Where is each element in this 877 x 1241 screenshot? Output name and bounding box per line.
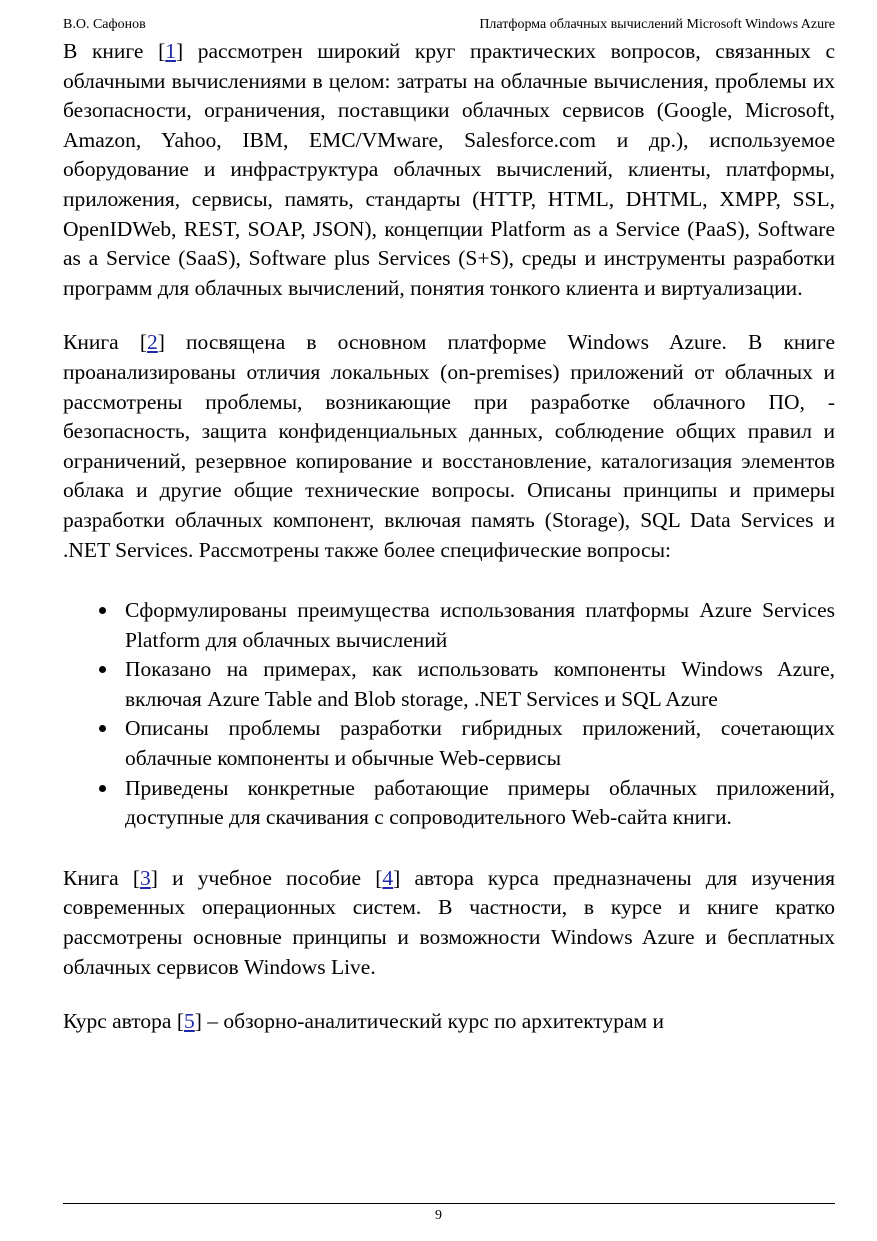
list-item: Показано на примерах, как использовать компоненты Windows Azure, включая Azure Table and Blob storage, .NET Services и SQL Azure [63,655,835,714]
reference-link-1[interactable]: 1 [165,39,176,63]
reference-link-4[interactable]: 4 [382,865,394,890]
page-number: 9 [435,1208,442,1223]
page-body [63,37,835,1037]
paragraph-3-mid: ] и учебное пособие [ [150,865,383,890]
paragraph-3 [63,864,835,982]
footer-divider [63,1203,835,1204]
paragraph-4-pre: Курс автора [ [63,1009,184,1034]
reference-link-5[interactable]: 5 [184,1009,195,1034]
paragraph-3-post: ] автора курса предназначены для изучения современных операционных систем. В частности, в курсе и книге кратко рассмотрены основные принципы и возможности Windows Azure и бесплатных облачных сервисов Windows Live. [63,865,835,979]
paragraph-3-pre: Книга [ [63,865,141,890]
paragraph-2-post: ] посвящена в основном платформе Windows Azure. В книге проанализированы отличия локальных (on-premises) приложений от облачных и рассмотрены проблемы, возникающие при разработке облачного ПО, - безопасность, защита конфиденциальных данных, соблюдение общих правил и ограничений, резервное копирование и восстановление, каталогизация элементов облака и другие общие технические вопросы. Описаны принципы и примеры разработки облачных компонент, включая память (Storage), SQL Data Services и .NET Services. Рассмотрены также более специфические вопросы: [63,330,835,562]
list-item: Сформулированы преимущества использования платформы Azure Services Platform для облачных вычислений [63,596,835,655]
page-header [63,16,835,34]
list-item: Описаны проблемы разработки гибридных приложений, сочетающих облачные компоненты и обычные Web-сервисы [63,714,835,773]
paragraph-4 [63,1007,835,1037]
paragraph-2-pre: Книга [ [63,330,147,355]
list-item: Приведены конкретные работающие примеры облачных приложений, доступные для скачивания с сопроводительного Web-сайта книги. [63,774,835,833]
paragraph-1-pre: В книге [ [63,39,166,63]
paragraph-2 [63,328,835,565]
header-title: Платформа облачных вычислений Microsoft Windows Azure [479,17,835,32]
bullet-list [63,596,835,833]
paragraph-4-post: ] – обзорно-аналитический курс по архитектурам и [194,1009,665,1034]
reference-link-2[interactable]: 2 [147,330,158,355]
paragraph-1 [63,37,835,303]
paragraph-1-post: ] рассмотрен широкий круг практических вопросов, связанных с облачными вычислениями в целом: затраты на облачные вычисления, проблемы их безопасности, ограничения, поставщики облачных сервисов (Google, Microsoft, Amazon, Yahoo, IBM, EMC/VMware, Salesforce.com и др.), используемое оборудование и инфраструктура облачных вычислений, клиенты, платформы, приложения, сервисы, память, стандарты (HTTP, HTML, DHTML, XMPP, SSL, OpenIDWeb, REST, SOAP, JSON), концепции Platform as a Service (PaaS), Software as a Service (SaaS), Software plus Services (S+S), среды и инструменты разработки программ для облачных вычислений, понятия тонкого клиента и виртуализации. [63,39,835,300]
reference-link-3[interactable]: 3 [140,865,151,890]
header-author: В.О. Сафонов [63,17,146,32]
